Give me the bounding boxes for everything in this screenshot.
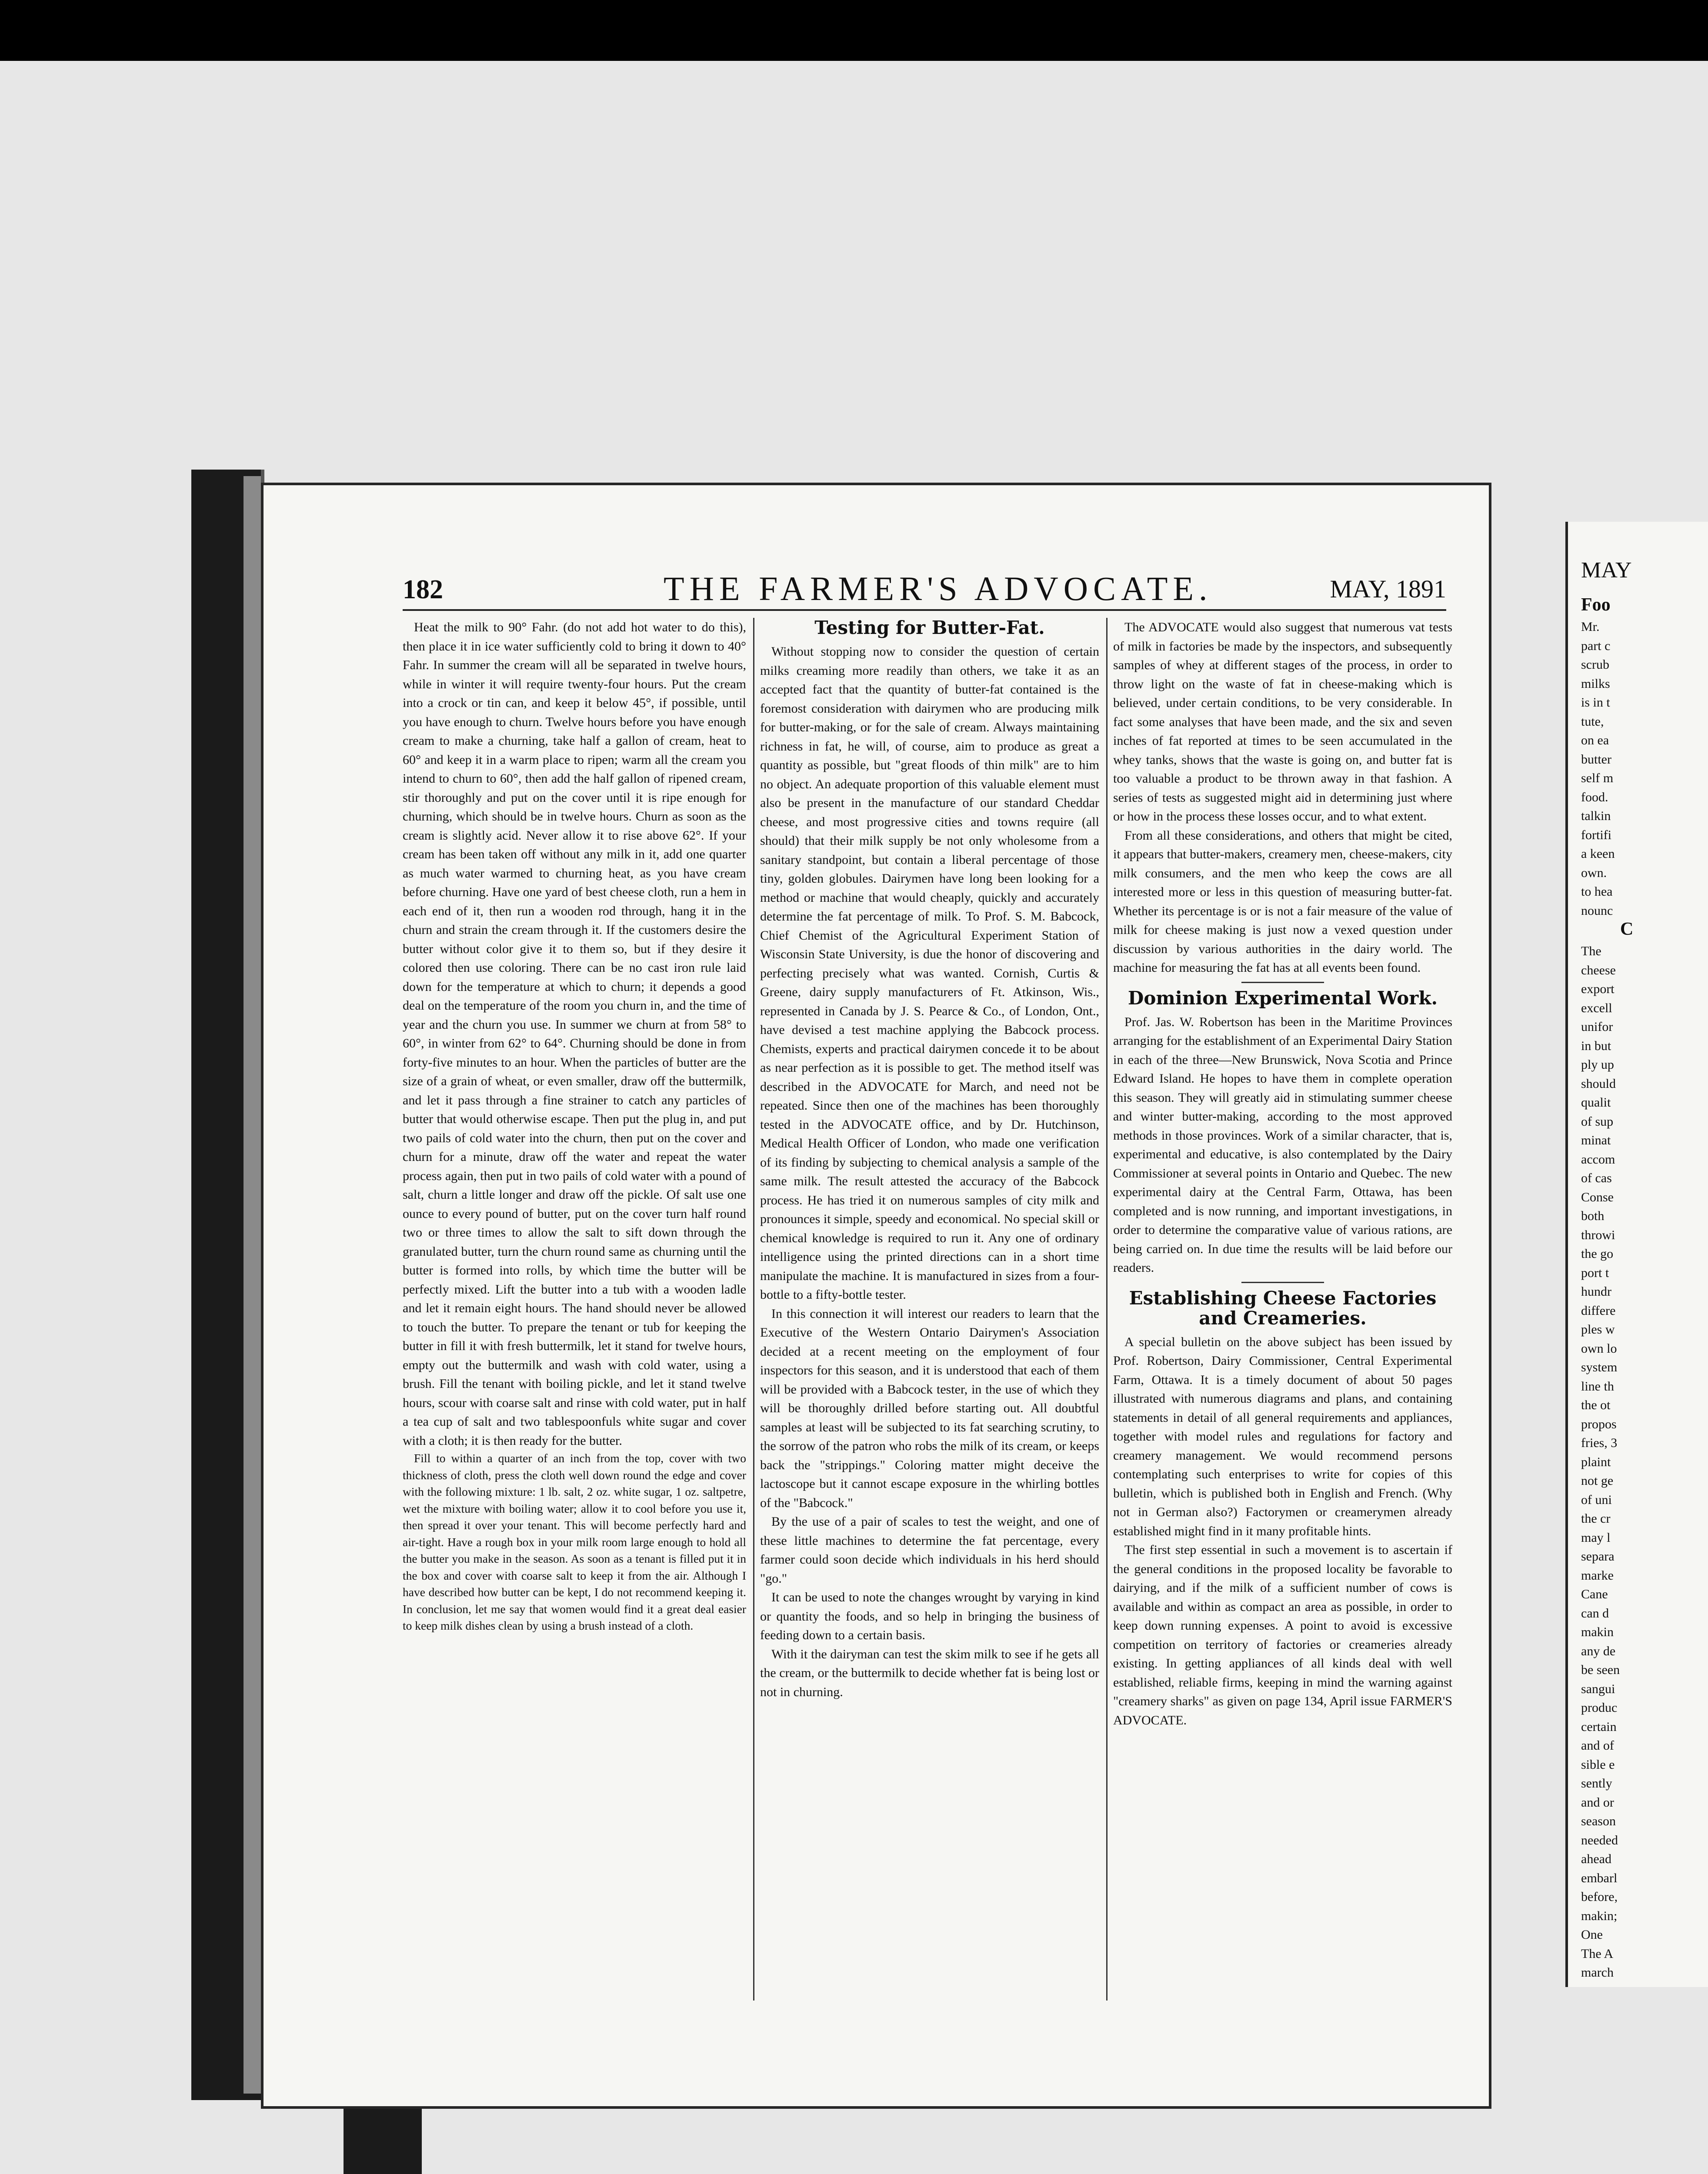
facing-page-line: of uni	[1581, 1492, 1612, 1507]
facing-page-line: milks	[1581, 676, 1610, 691]
masthead-title: THE FARMER'S ADVOCATE.	[664, 570, 1213, 607]
facing-page-line: sently	[1581, 1776, 1612, 1791]
article-paragraph: By the use of a pair of scales to test the weight, and one of these little machines to determine the fat percentage, every farmer could soon decide which individuals in his herd should "go."	[760, 1514, 1099, 1586]
section-divider	[1241, 1282, 1324, 1283]
facing-page-line: tute,	[1581, 714, 1604, 729]
column-rule	[1106, 618, 1108, 2001]
facing-page-line: of sup	[1581, 1114, 1614, 1129]
article-paragraph: It can be used to note the changes wrought by varying in kind or quantity the foods, and so help in bringing the business of feeding down to a certain basis.	[760, 1590, 1099, 1642]
facing-page-line: the go	[1581, 1247, 1614, 1261]
facing-page-line: differe	[1581, 1303, 1616, 1318]
facing-page-line: may l	[1581, 1530, 1611, 1545]
facing-page-lines	[1581, 942, 1708, 1982]
facing-page-line: The	[1581, 944, 1601, 958]
facing-page-line: food.	[1581, 790, 1608, 804]
facing-page-heading: C	[1620, 919, 1634, 939]
facing-page-line: export	[1581, 982, 1615, 996]
facing-page-line: in but	[1581, 1038, 1611, 1053]
facing-page-line: both	[1581, 1209, 1605, 1223]
facing-page-line: excell	[1581, 1000, 1612, 1015]
facing-page-line: season	[1581, 1814, 1616, 1828]
article-heading-butter-fat: Testing for Butter-Fat.	[814, 617, 1045, 638]
column-1	[403, 618, 746, 1634]
facing-page-line: is in t	[1581, 695, 1610, 710]
facing-page-line: marke	[1581, 1568, 1614, 1583]
issue-date: MAY, 1891	[1330, 575, 1446, 603]
facing-page-line: One	[1581, 1927, 1603, 1942]
facing-page-line: on ea	[1581, 733, 1609, 747]
article-paragraph: From all these considerations, and others that might be cited, it appears that butter-makers, creamery men, cheese-makers, city milk consumers, and the men who keep the cows are all interested more or less in this question of measuring butter-fat. Whether its percentage is or is not a fair measure of the value of milk for cheese making is just now a vexed question under discussion by various authorities in the dairy world. The machine for measuring the fat has at all events been found.	[1113, 828, 1452, 975]
facing-page-heading: Foo	[1581, 595, 1611, 615]
facing-page-line: nounc	[1581, 903, 1613, 918]
facing-page-line: cheese	[1581, 963, 1616, 977]
facing-page-line: before,	[1581, 1890, 1618, 1904]
column-3	[1113, 618, 1452, 1730]
column-2	[760, 618, 1099, 1701]
butter-keeping-paragraph: Fill to within a quarter of an inch from the top, cover with two thickness of cloth, press the cloth well down round the edge and cover with the following mixture: 1 lb. salt, 2 oz. white sugar, 1 oz. saltpetre, wet the mixture with boiling water; allow it to cool before you use it, then spread it over your tenant. This will become perfectly hard and air-tight. Have a rough box in your milk room large enough to hold all the butter you make in the season. As soon as a tenant is filled put it in the box and cover with coarse salt to keep it from the air. Although I have described how butter can be kept, I do not recommend keeping it. In conclusion, let me say that women would find it a great deal easier to keep milk dishes clean by using a brush instead of a cloth.	[403, 1451, 746, 1632]
newspaper-page	[261, 483, 1491, 2109]
facing-page-line: to hea	[1581, 884, 1613, 899]
facing-page-line: a keen	[1581, 847, 1615, 861]
facing-page-header: MAY	[1581, 558, 1632, 583]
facing-page-line: needed	[1581, 1833, 1618, 1847]
facing-page-line: Conse	[1581, 1190, 1614, 1204]
facing-page-line: line th	[1581, 1379, 1614, 1394]
facing-page-line: produc	[1581, 1701, 1618, 1715]
facing-page-line: can d	[1581, 1606, 1609, 1620]
article-paragraph: Without stopping now to consider the question of certain milks creaming more readily than others, we take it as an accepted fact that the quantity of butter-fat contained is the foremost consideration with dairymen who are producing milk for butter-making, or for the sale of cream. Always maintaining richness in fat, he will, of course, aim to produce as great a quantity as possible, but "great floods of thin milk" are to him no object. An adequate proportion of this valuable element must also be present in the manufacture of our standard Cheddar cheese, and most progressive cities and towns require (all should) that their milk supply be not only wholesome from a sanitary standpoint, but contain a liberal percentage of those tiny, golden globules. Dairymen have long been looking for a method or machine that would cheaply, quickly and accurately determine the fat percentage of milk. To Prof. S. M. Babcock, Chief Chemist of the Agricultural Experiment Station of Wisconsin State University, is due the honor of discovering and perfecting precisely what was wanted. Cornish, Curtis & Greene, dairy supply manufacturers of Ft. Atkinson, Wis., represented in Canada by J. S. Pearce & Co., of London, Ont., have devised a test machine applying the Babcock process. Chemists, experts and practical dairymen concede it to be about as near perfection as it is possible to get. The method itself was described in the ADVOCATE for March, and need not be repeated. Since then one of the machines has been thoroughly tested in the ADVOCATE office, and by Dr. Hutchinson, Medical Health Officer of London, who made one verification of its finding by subjecting to chemical analysis a sample of the same milk. The result attested the accuracy of the Babcock process. He has tried it on numerous samples of city milk and pronounces it simple, speedy and economical. No special skill or chemical knowledge is required to run it. Any one of ordinary intelligence using the printed directions can in a short time manipulate the machine. It is manufactured in sizes from a four-bottle to a fifty-bottle tester.	[760, 644, 1099, 1302]
facing-page-line: the ot	[1581, 1398, 1611, 1412]
facing-page-line: separa	[1581, 1549, 1615, 1564]
butter-making-paragraph: Heat the milk to 90° Fahr. (do not add hot water to do this), then place it in ice water sufficiently cold to bring it down to 40° Fahr. In summer the cream will all be separated in twelve hours, while in winter it will require twenty-four hours. Put the cream into a crock or tin can, and keep it below 45°, if possible, until you have enough to churn. Twelve hours before you have enough cream to make a churning, take half a gallon of cream, heat to 60° and keep it in a warm place to ripen; warm all the cream you intend to churn to 60°, then add the half gallon of ripened cream, stir thoroughly and put on the cover until it is ripe enough for churning, which should be in twelve hours. Churn as soon as the cream is slightly acid. Never allow it to rise above 62°. If your cream has been taken off without any milk in it, add one quarter as much water warmed to churning heat, as you have cream before churning. Have one yard of best cheese cloth, run a hem in each end of it, then run a wooden rod through, hang it in the churn and strain the cream through it. If the customers desire the butter without color give it to them so, but if they desire it colored then use coloring. There can be no cast iron rule laid down for the temperature at which to churn; it depends a good deal on the temperature of the room you churn in, and the time of year and the churn you use. In summer we churn at from 58° to 60°, in winter from 62° to 64°. Churning should be done in from forty-five minutes to an hour. When the particles of butter are the size of a grain of wheat, or even smaller, draw off the buttermilk, and let it pass through a fine strainer to catch any particles of butter that would otherwise escape. Then put the plug in, and put two pails of cold water into the churn, then put on the cover and churn for a minute, draw off the water and repeat the water process again, then put in two pails of cold water with a pound of salt, churn a little longer and draw off the pickle. Of salt use one ounce to every pound of butter, put on the cover turn half round two or three times to allow the salt to sift down through the granulated butter, turn the churn round same as churning until the butter is formed into rolls, by which time the butter will be perfectly mixed. Lift the butter into a tub with a wooden ladle and let it remain eight hours. The hand should never be allowed to touch the butter. To prepare the tenant or tub for keeping the butter in fill it with fresh buttermilk, let it stand for twelve hours, empty out the buttermilk and wash with cold water, using a brush. Fill the tenant with boiling pickle, and let it stand twelve hours, scour with coarse salt and rinse with cold water, put in half a tea cup of salt and two tablespoonfuls white sugar and cover with a cloth; it is then ready for the butter.	[403, 620, 746, 1448]
facing-page-line: The A	[1581, 1946, 1614, 1961]
facing-page-line: own lo	[1581, 1341, 1617, 1356]
article-paragraph: A special bulletin on the above subject has been issued by Prof. Robertson, Dairy Commissioner, Central Experimental Farm, Ottawa. It is a timely document of about 50 pages illustrated with numerous diagrams and plans, and containing statements in detail of all general requirements and appliances, together with model rules and regulations for factory and creamery management. We would recommend persons contemplating such enterprises to write for copies of this bulletin, which is published both in English and French. (Why not in German also?) Factorymen or creamerymen already established might find in it many profitable hints.	[1113, 1334, 1452, 1538]
facing-page-line: and or	[1581, 1795, 1614, 1810]
facing-page-line: butter	[1581, 752, 1611, 767]
facing-page-line: Cane	[1581, 1587, 1608, 1601]
facing-page-line: makin	[1581, 1625, 1614, 1639]
facing-page-line: port t	[1581, 1265, 1609, 1280]
book-page-edges	[244, 476, 261, 2094]
facing-page-line: fortifi	[1581, 827, 1611, 842]
facing-page-line: makin;	[1581, 1908, 1618, 1923]
facing-page-line: own.	[1581, 865, 1607, 880]
facing-page-line: sible e	[1581, 1757, 1615, 1772]
facing-page-line: hundr	[1581, 1284, 1611, 1299]
facing-page-line: talkin	[1581, 809, 1611, 823]
article-paragraph: In this connection it will interest our readers to learn that the Executive of the Western Ontario Dairymen's Association decided at a recent meeting on the employment of four inspectors for this season, and it is understood that each of them will be provided with a Babcock tester, in the use of which they will be thoroughly drilled before starting out. All doubtful samples at least will be subjected to its fat searching scrutiny, to the sorrow of the patron who robs the milk of its cream, or keeps back the "strippings." Coloring matter might deceive the lactoscope but it cannot escape exposure in the whirling bottles of the "Babcock."	[760, 1306, 1099, 1510]
page-header	[403, 561, 1446, 611]
article-paragraph: The first step essential in such a movement is to ascertain if the general conditions in the proposed locality be favorable to dairying, and if the milk of a sufficient number of cows is available and within as compact an area as possible, in order to keep down running expenses. A point to avoid is excessive competition on territory of factories or creameries already existing. In getting appliances of all kinds deal with well established, reliable firms, keeping in mind the warning against "creamery sharks" as given on page 134, April issue FARMER'S ADVOCATE.	[1113, 1543, 1452, 1727]
facing-page-line: qualit	[1581, 1095, 1611, 1110]
facing-page-line: throwi	[1581, 1227, 1615, 1242]
facing-page-line: the cr	[1581, 1511, 1611, 1526]
facing-page-line: ples w	[1581, 1322, 1615, 1337]
facing-page-line: Mr.	[1581, 620, 1600, 634]
facing-page-line: ahead	[1581, 1852, 1611, 1866]
facing-page-line: accom	[1581, 1152, 1615, 1167]
facing-page-line: ply up	[1581, 1057, 1614, 1072]
article-heading-experimental-work: Dominion Experimental Work.	[1128, 987, 1438, 1009]
facing-page-edge	[1565, 522, 1708, 1987]
article-heading-cheese-factories: Establishing Cheese Factories and Creameries.	[1129, 1287, 1437, 1329]
column-rule	[753, 618, 754, 2001]
facing-page-line: unifor	[1581, 1020, 1613, 1034]
facing-page-line: part c	[1581, 638, 1611, 653]
facing-page-line: self m	[1581, 771, 1614, 785]
page-number: 182	[403, 575, 443, 604]
facing-page-line: of cas	[1581, 1171, 1612, 1185]
facing-page-line: and of	[1581, 1738, 1614, 1753]
facing-page-line: propos	[1581, 1417, 1617, 1431]
facing-page-line: embarl	[1581, 1871, 1618, 1885]
article-paragraph: The ADVOCATE would also suggest that numerous vat tests of milk in factories be made by the inspectors, and subsequently samples of whey at different stages of the process, in order to throw light on the waste of fat in cheese-making which is believed, under certain conditions, to be very considerable. In fact some analyses that have been made, and the six and seven inches of fat reported at times to be seen accumulated in the whey tanks, shows that the waste is going on, and butter fat is too valuable a product to be thrown away in that fashion. A series of tests as suggested might aid in determining just where or how in the process these losses occur, and to what extent.	[1113, 620, 1452, 824]
facing-page-lines	[1581, 617, 1708, 920]
section-divider	[1241, 982, 1324, 983]
facing-page-line: march	[1581, 1965, 1614, 1980]
facing-page-line: fries, 3	[1581, 1436, 1618, 1450]
facing-page-line: be seen	[1581, 1663, 1620, 1677]
facing-page-line: any de	[1581, 1644, 1616, 1658]
article-paragraph: Prof. Jas. W. Robertson has been in the Maritime Provinces arranging for the establishment of an Experimental Dairy Station in each of the three—New Brunswick, Nova Scotia and Prince Edward Island. He hopes to have them in complete operation this season. They will greatly aid in stimulating summer cheese and winter butter-making, according to the most approved methods in those provinces. Work of a similar character, that is, experimental and educative, is also contemplated by the Dairy Commissioner at several points in Ontario and Quebec. The new experimental dairy at the Central Farm, Ottawa, has been completed and is now running, and important investigations, in order to determine the comparative value of various rations, are being carried on. In due time the results will be laid before our readers.	[1113, 1014, 1452, 1275]
facing-page-line: system	[1581, 1360, 1618, 1374]
facing-page-line: sangui	[1581, 1681, 1615, 1696]
facing-page-line: scrub	[1581, 657, 1609, 672]
facing-page-line: certain	[1581, 1719, 1617, 1734]
facing-page-line: should	[1581, 1076, 1616, 1091]
article-paragraph: With it the dairyman can test the skim milk to see if he gets all the cream, or the buttermilk to decide whether fat is being lost or not in churning.	[760, 1647, 1099, 1699]
facing-page-text	[1568, 522, 1708, 1982]
facing-page-line: minat	[1581, 1133, 1611, 1147]
facing-page-line: not ge	[1581, 1474, 1614, 1488]
facing-page-line: plaint	[1581, 1454, 1611, 1469]
